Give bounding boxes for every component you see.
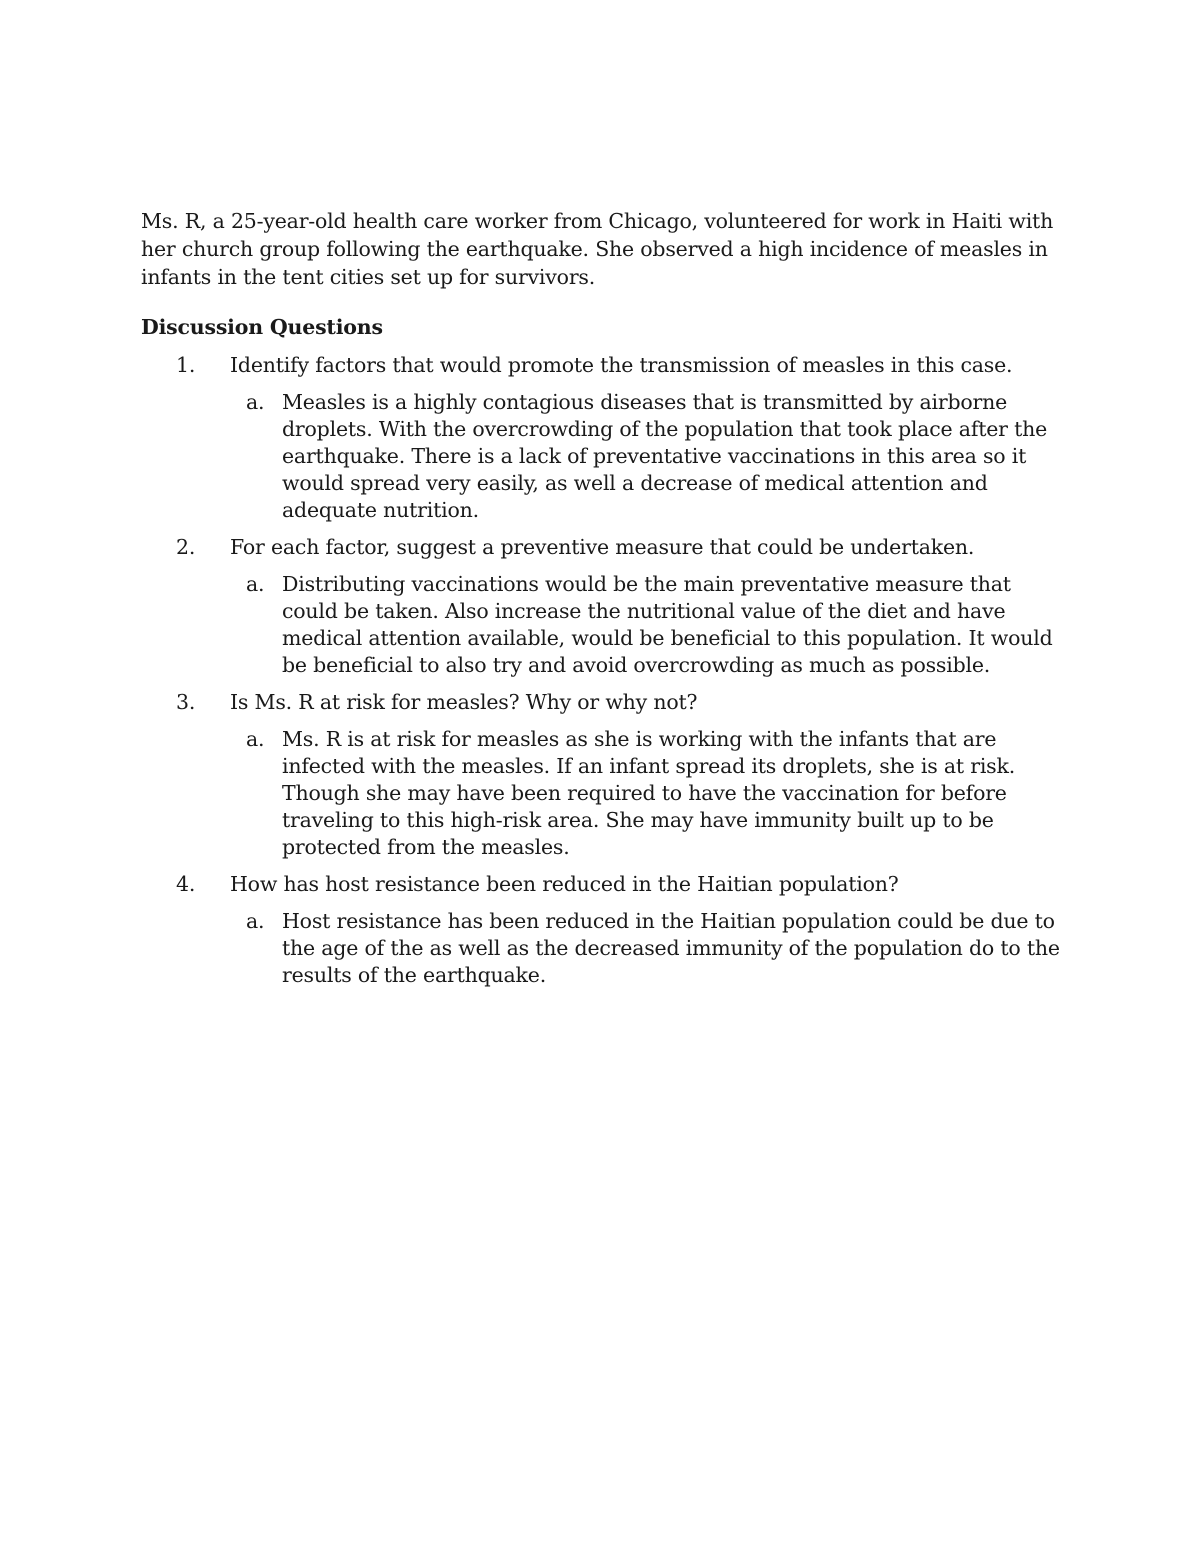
answer-item [141,908,1071,989]
question-text: Identify factors that would promote the transmission of measles in this case. [230,353,1013,377]
answer-item [141,389,1071,524]
question-item [141,689,1071,861]
answer-text: Ms. R is at risk for measles as she is working with the infants that are infected with the measles. If an infant spread its droplets, she is at risk. Though she may have been required to have the vaccination for before traveling to this high-risk area. She may have immunity built up to be protected from the measles. [282,727,1016,859]
question-number: 3. [176,690,196,714]
question-number: 2. [176,535,196,559]
answer-letter: a. [246,572,265,596]
question-text: Is Ms. R at risk for measles? Why or why not? [230,690,698,714]
answer-text: Measles is a highly contagious diseases that is transmitted by airborne droplets. With the overcrowding of the population that took place after the earthquake. There is a lack of preventative vaccinations in this area so it would spread very easily, as well a decrease of medical attention and adequate nutrition. [282,390,1048,522]
answer-text: Distributing vaccinations would be the main preventative measure that could be taken. Also increase the nutritional value of the diet and have medical attention available, would be beneficial to this population. It would be beneficial to also try and avoid overcrowding as much as possible. [282,572,1053,677]
answer-item [141,726,1071,861]
question-text: For each factor, suggest a preventive measure that could be undertaken. [230,535,975,559]
question-list [141,352,1071,999]
question-item [141,534,1071,679]
section-heading: Discussion Questions [141,315,383,339]
answer-letter: a. [246,909,265,933]
question-item [141,352,1071,524]
intro-paragraph: Ms. R, a 25-year-old health care worker from Chicago, volunteered for work in Haiti with her church group following the earthquake. She observed a high incidence of measles in infants in the tent cities set up for survivors. [141,209,1054,289]
answer-letter: a. [246,727,265,751]
question-text: How has host resistance been reduced in the Haitian population? [230,872,899,896]
question-number: 1. [176,353,196,377]
answer-text: Host resistance has been reduced in the Haitian population could be due to the age of the as well as the decreased immunity of the population do to the results of the earthquake. [282,909,1060,987]
answer-letter: a. [246,390,265,414]
answer-item [141,571,1071,679]
question-number: 4. [176,872,196,896]
question-item [141,871,1071,989]
